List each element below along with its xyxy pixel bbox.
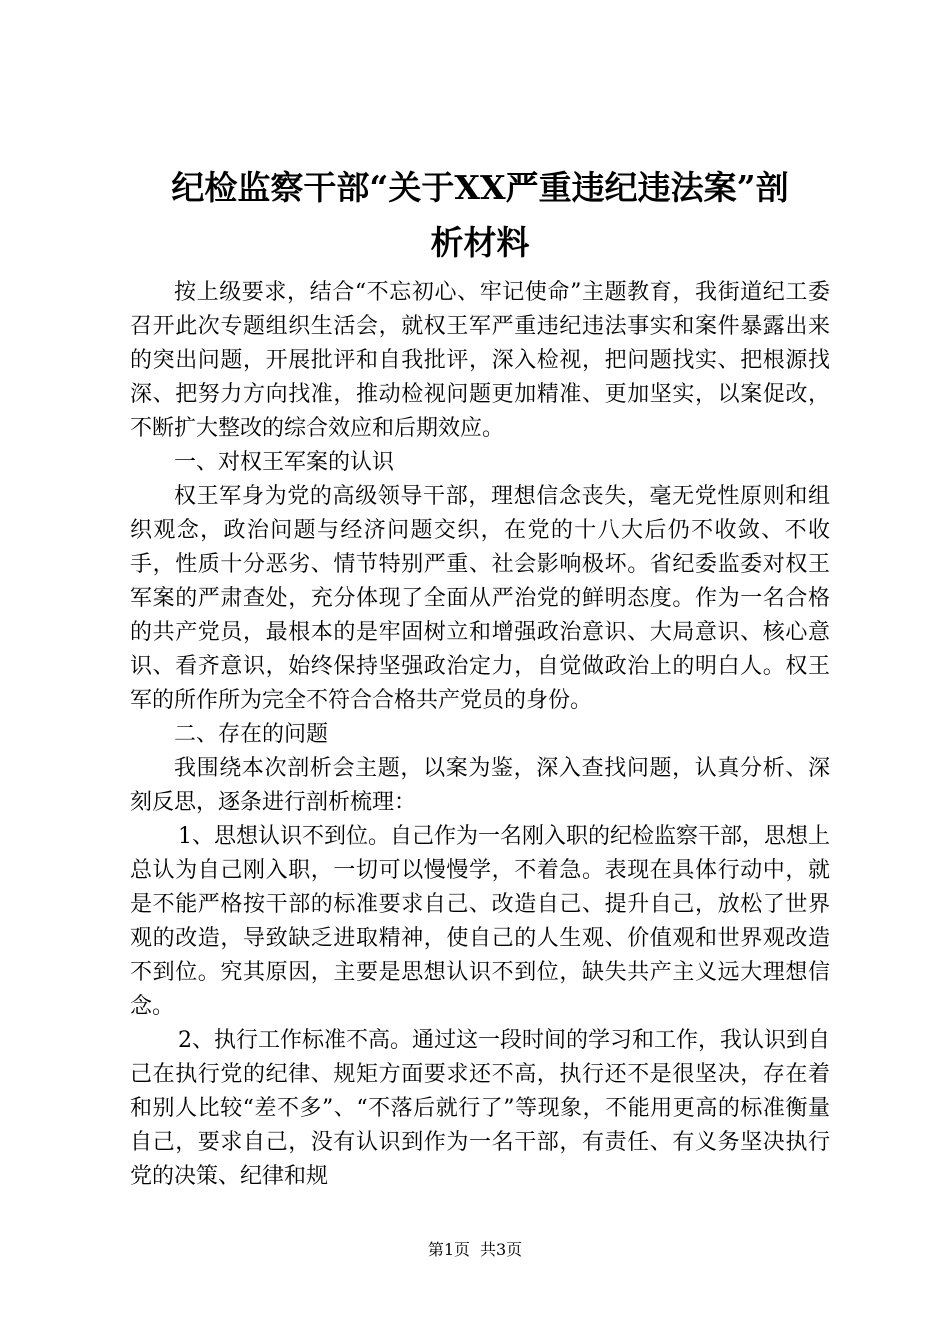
page-number: 第1页 xyxy=(427,1240,470,1259)
list-item-1: 1、思想认识不到位。自己作为一名刚入职的纪检监察干部，思想上总认为自己刚入职，一切可以慢慢学，不着急。表现在具体行动中，就是不能严格按干部的标准要求自己、改造自己、提升自己，放松了世界观的改造，导致缺乏进取精神，使自己的人生观、价值观和世界观改造不到位。究其原因，主要是思想认识不到位，缺失共产主义远大理想信念。 xyxy=(130,824,830,1019)
paragraph-understanding: 权王军身为党的高级领导干部，理想信念丧失，毫无党性原则和组织观念，政治问题与经济问题交织，在党的十八大后仍不收敛、不收手，性质十分恶劣、情节特别严重、社会影响极坏。省纪委监委对权王军案的严肃查处，充分体现了全面从严治党的鲜明态度。作为一名合格的共产党员，最根本的是牢固树立和增强政治意识、大局意识、核心意识、看齐意识，始终保持坚强政治定力，自觉做政治上的明白人。权王军的所作所为完全不符合合格共产党员的身份。 xyxy=(130,484,830,713)
document-body xyxy=(130,276,830,1194)
paragraph-problems-intro: 我围绕本次剖析会主题，以案为鉴，深入查找问题，认真分析、深刻反思，逐条进行剖析梳理： xyxy=(130,756,830,815)
section-heading-1: 一、对权王军案的认识 xyxy=(174,450,395,475)
title-line-2: 析材料 xyxy=(430,223,530,262)
page-footer xyxy=(0,1240,950,1260)
list-item-2: 2、执行工作标准不高。通过这一段时间的学习和工作，我认识到自己在执行党的纪律、规矩方面要求还不高，执行还不是很坚决，存在着和别人比较“差不多”、“不落后就行了”等现象，不能用更高的标准衡量自己，要求自己，没有认识到作为一名干部，有责任、有义务坚决执行党的决策、纪律和规 xyxy=(130,1028,830,1189)
title-line-1: 纪检监察干部“关于XX严重违纪违法案”剖 xyxy=(171,168,789,207)
page-total: 共3页 xyxy=(480,1240,523,1259)
document-title xyxy=(130,160,830,270)
document-page xyxy=(130,160,830,1194)
section-heading-2: 二、存在的问题 xyxy=(174,722,329,747)
paragraph-intro: 按上级要求，结合“不忘初心、牢记使命”主题教育，我街道纪工委召开此次专题组织生活会，就权王军严重违纪违法事实和案件暴露出来的突出问题，开展批评和自我批评，深入检视，把问题找实、把根源找深、把努力方向找准，推动检视问题更加精准、更加坚实，以案促改，不断扩大整改的综合效应和后期效应。 xyxy=(130,280,830,441)
